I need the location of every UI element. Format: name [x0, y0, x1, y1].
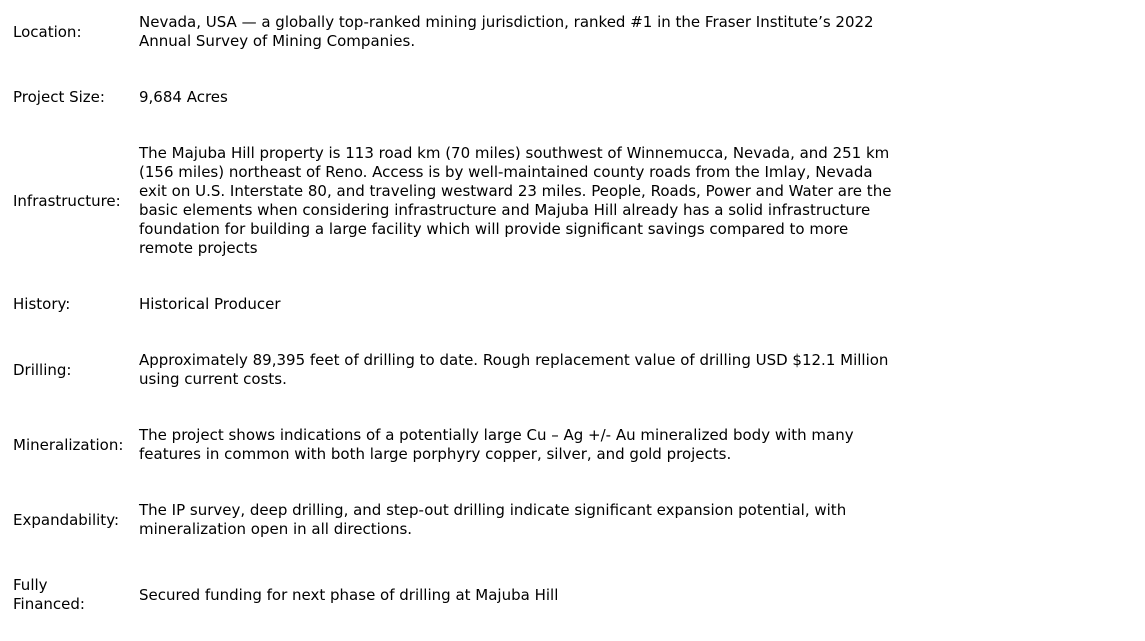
row-label: History:: [13, 295, 71, 313]
row-value: 9,684 Acres: [139, 88, 228, 106]
row-label: Fully Financed:: [13, 576, 85, 613]
row-label: Infrastructure:: [13, 192, 121, 210]
row-value: The project shows indications of a potentially large Cu – Ag +/- Au mineralized body with many features in common with both large porphyry copper, silver, and gold projects.: [139, 426, 854, 463]
row-label: Project Size:: [13, 88, 105, 106]
row-label: Expandability:: [13, 511, 120, 529]
row-label: Location:: [13, 23, 82, 41]
row-value: The Majuba Hill property is 113 road km (70 miles) southwest of Winnemucca, Nevada, and 251 km (156 miles) northeast of Reno. Access is by well-maintained county roads from the Imlay, Nevada exit on U.S. Interstate 80, and traveling westward 23 miles. People, Roads, Power and Water are the basic elements when considering infrastructure and Majuba Hill already has a solid infrastructure foundation for building a large facility which will provide significant savings compared to more remote projects: [139, 144, 892, 257]
row-value: Historical Producer: [139, 295, 281, 313]
row-value: Approximately 89,395 feet of drilling to date. Rough replacement value of drilling USD $12.1 Million using current costs.: [139, 351, 889, 388]
row-label: Drilling:: [13, 361, 72, 379]
row-value: Nevada, USA — a globally top-ranked mining jurisdiction, ranked #1 in the Fraser Institute’s 2022 Annual Survey of Mining Companies.: [139, 13, 874, 50]
row-value: The IP survey, deep drilling, and step-out drilling indicate significant expansion potential, with mineralization open in all directions.: [139, 501, 847, 538]
row-label: Mineralization:: [13, 436, 124, 454]
row-value: Secured funding for next phase of drilling at Majuba Hill: [139, 586, 559, 604]
